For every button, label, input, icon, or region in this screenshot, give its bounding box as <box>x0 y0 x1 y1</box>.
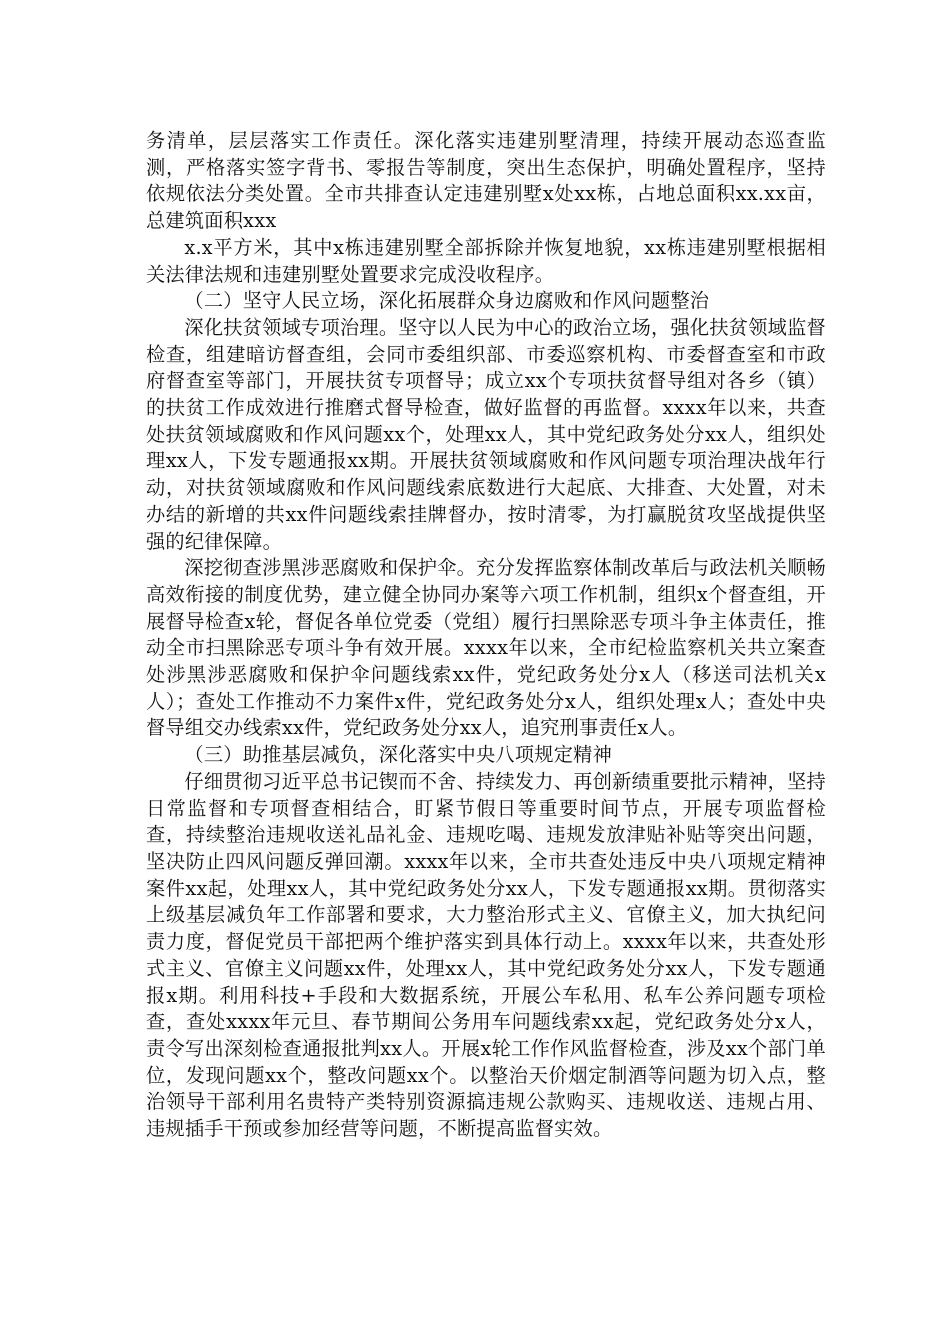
paragraph-area-figures: x.x平方米，其中x栋违建别墅全部拆除并恢复地貌，xx栋违建别墅根据相关法律法规和违建别墅处置要求完成没收程序。 <box>146 235 826 286</box>
section-heading-3: （三）助推基层减负，深化落实中央八项规定精神 <box>184 743 613 767</box>
paragraph-anti-gang: 深挖彻查涉黑涉恶腐败和保护伞。充分发挥监察体制改革后与政法机关顺畅高效衔接的制度优势，建立健全协同办案等六项工作机制，组织x个督查组，开展督导检查x轮，督促各单位党委（党组）履行扫黑除恶专项斗争主体责任，推动全市扫黑除恶专项斗争有效开展。xxxx年以来，全市纪检监察机关共立案查处涉黑涉恶腐败和保护伞问题线索xx件，党纪政务处分x人（移送司法机关x人）；查处工作推动不力案件x件，党纪政务处分x人，组织处理x人；查处中央督导组交办线索xx件，党纪政务处分xx人，追究刑事责任x人。 <box>146 556 826 740</box>
paragraph-poverty-governance: 深化扶贫领域专项治理。坚守以人民为中心的政治立场，强化扶贫领域监督检查，组建暗访督查组，会同市委组织部、市委巡察机构、市委督查室和市政府督查室等部门，开展扶贫专项督导；成立xx个专项扶贫督导组对各乡（镇）的扶贫工作成效进行推磨式督导检查，做好监督的再监督。xxxx年以来，共查处扶贫领域腐败和作风问题xx个，处理xx人，其中党纪政务处分xx人，组织处理xx人，下发专题通报xx期。开展扶贫领域腐败和作风问题专项治理决战年行动，对扶贫领域腐败和作风问题线索底数进行大起底、大排查、大处置，对未办结的新增的共xx件问题线索挂牌督办，按时清零，为打赢脱贫攻坚战提供坚强的纪律保障。 <box>146 315 827 553</box>
section-heading-2: （二）坚守人民立场，深化拓展群众身边腐败和作风问题整治 <box>184 289 710 313</box>
document-body <box>146 128 826 1143</box>
paragraph-eight-rules: 仔细贯彻习近平总书记锲而不舍、持续发力、再创新绩重要批示精神，坚持日常监督和专项督查相结合，盯紧节假日等重要时间节点，开展专项监督检查，持续整治违规收送礼品礼金、违规吃喝、违规发放津贴补贴等突出问题，坚决防止四风问题反弹回潮。xxxx年以来，全市共查处违反中央八项规定精神案件xx起，处理xx人，其中党纪政务处分xx人，下发专题通报xx期。贯彻落实上级基层减负年工作部署和要求，大力整治形式主义、官僚主义，加大执纪问责力度，督促党员干部把两个维护落实到具体行动上。xxxx年以来，共查处形式主义、官僚主义问题xx件，处理xx人，其中党纪政务处分xx人，下发专题通报x期。利用科技+手段和大数据系统，开展公车私用、私车公养问题专项检查，查处xxxx年元旦、春节期间公务用车问题线索xx起，党纪政务处分x人，责令写出深刻检查通报批判xx人。开展x轮工作作风监督检查，涉及xx个部门单位，发现问题xx个，整改问题xx个。以整治天价烟定制酒等问题为切入点，整治领导干部利用名贵特产类特别资源搞违规公款购买、违规收送、违规占用、违规插手干预或参加经营等问题，不断提高监督实效。 <box>146 769 826 1141</box>
paragraph-continuation: 务清单，层层落实工作责任。深化落实违建别墅清理，持续开展动态巡查监测，严格落实签字背书、零报告等制度，突出生态保护，明确处置程序，坚持依规依法分类处置。全市共排查认定违建别墅x处xx栋，占地总面积xx.xx亩，总建筑面积xxx <box>146 129 826 233</box>
